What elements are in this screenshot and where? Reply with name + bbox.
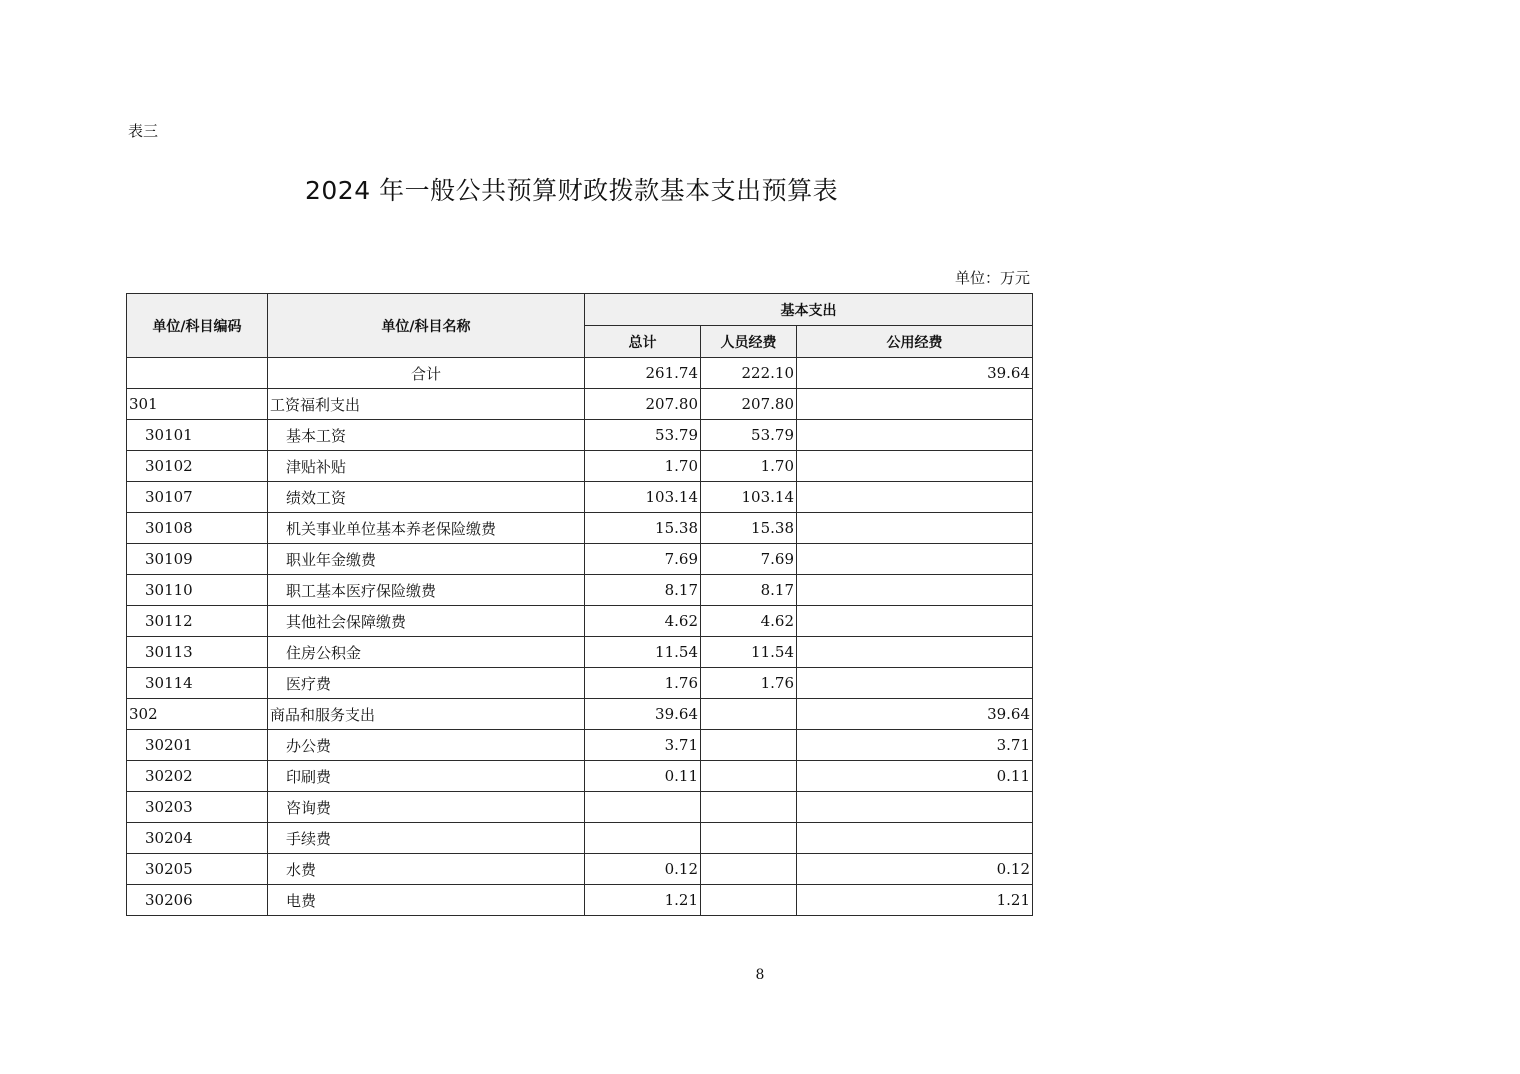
cell-personnel: 207.80 bbox=[701, 389, 797, 420]
cell-total: 0.12 bbox=[585, 854, 701, 885]
cell-name: 咨询费 bbox=[268, 792, 585, 823]
cell-personnel bbox=[701, 730, 797, 761]
cell-public bbox=[797, 637, 1033, 668]
cell-total bbox=[585, 823, 701, 854]
cell-public: 1.21 bbox=[797, 885, 1033, 916]
cell-personnel: 103.14 bbox=[701, 482, 797, 513]
cell-code: 30205 bbox=[127, 854, 268, 885]
cell-total: 7.69 bbox=[585, 544, 701, 575]
cell-name: 基本工资 bbox=[268, 420, 585, 451]
cell-name: 其他社会保障缴费 bbox=[268, 606, 585, 637]
cell-total: 11.54 bbox=[585, 637, 701, 668]
header-public: 公用经费 bbox=[797, 326, 1033, 358]
cell-personnel bbox=[701, 761, 797, 792]
cell-public bbox=[797, 606, 1033, 637]
cell-public: 39.64 bbox=[797, 358, 1033, 389]
table-row bbox=[127, 544, 1033, 575]
cell-code: 30109 bbox=[127, 544, 268, 575]
cell-public: 0.12 bbox=[797, 854, 1033, 885]
header-name: 单位/科目名称 bbox=[268, 294, 585, 358]
table-row bbox=[127, 482, 1033, 513]
cell-total: 3.71 bbox=[585, 730, 701, 761]
cell-name: 手续费 bbox=[268, 823, 585, 854]
table-row bbox=[127, 761, 1033, 792]
cell-name: 电费 bbox=[268, 885, 585, 916]
cell-personnel: 8.17 bbox=[701, 575, 797, 606]
cell-code: 30202 bbox=[127, 761, 268, 792]
cell-public bbox=[797, 792, 1033, 823]
cell-code: 30204 bbox=[127, 823, 268, 854]
cell-public bbox=[797, 668, 1033, 699]
cell-total: 53.79 bbox=[585, 420, 701, 451]
table-row bbox=[127, 420, 1033, 451]
cell-public bbox=[797, 544, 1033, 575]
cell-name: 职工基本医疗保险缴费 bbox=[268, 575, 585, 606]
cell-personnel bbox=[701, 885, 797, 916]
table-row bbox=[127, 823, 1033, 854]
cell-total bbox=[585, 792, 701, 823]
table-row bbox=[127, 730, 1033, 761]
table-row bbox=[127, 606, 1033, 637]
cell-personnel: 1.70 bbox=[701, 451, 797, 482]
table-row bbox=[127, 699, 1033, 730]
cell-code: 302 bbox=[127, 699, 268, 730]
table-row bbox=[127, 854, 1033, 885]
page-number: 8 bbox=[755, 967, 765, 983]
cell-public bbox=[797, 451, 1033, 482]
cell-personnel bbox=[701, 699, 797, 730]
cell-code: 30112 bbox=[127, 606, 268, 637]
cell-code bbox=[127, 358, 268, 389]
cell-personnel: 15.38 bbox=[701, 513, 797, 544]
cell-total: 1.76 bbox=[585, 668, 701, 699]
cell-public bbox=[797, 420, 1033, 451]
cell-total: 103.14 bbox=[585, 482, 701, 513]
table-body bbox=[127, 358, 1033, 916]
cell-personnel bbox=[701, 792, 797, 823]
cell-name: 合计 bbox=[268, 358, 585, 389]
cell-public bbox=[797, 575, 1033, 606]
table-label: 表三 bbox=[128, 122, 159, 140]
table-row bbox=[127, 389, 1033, 420]
cell-code: 30110 bbox=[127, 575, 268, 606]
cell-name: 津贴补贴 bbox=[268, 451, 585, 482]
cell-name: 水费 bbox=[268, 854, 585, 885]
cell-total: 0.11 bbox=[585, 761, 701, 792]
cell-code: 30108 bbox=[127, 513, 268, 544]
cell-total: 207.80 bbox=[585, 389, 701, 420]
cell-personnel bbox=[701, 823, 797, 854]
cell-total: 39.64 bbox=[585, 699, 701, 730]
cell-public bbox=[797, 389, 1033, 420]
cell-name: 职业年金缴费 bbox=[268, 544, 585, 575]
cell-code: 30114 bbox=[127, 668, 268, 699]
cell-personnel: 7.69 bbox=[701, 544, 797, 575]
cell-personnel: 4.62 bbox=[701, 606, 797, 637]
cell-code: 30203 bbox=[127, 792, 268, 823]
cell-name: 商品和服务支出 bbox=[268, 699, 585, 730]
header-code: 单位/科目编码 bbox=[127, 294, 268, 358]
table-row bbox=[127, 451, 1033, 482]
cell-public: 39.64 bbox=[797, 699, 1033, 730]
unit-note: 单位：万元 bbox=[954, 269, 1030, 287]
cell-code: 30206 bbox=[127, 885, 268, 916]
cell-name: 工资福利支出 bbox=[268, 389, 585, 420]
cell-code: 30102 bbox=[127, 451, 268, 482]
table-row bbox=[127, 513, 1033, 544]
cell-name: 机关事业单位基本养老保险缴费 bbox=[268, 513, 585, 544]
cell-total: 1.70 bbox=[585, 451, 701, 482]
cell-code: 30107 bbox=[127, 482, 268, 513]
table-row bbox=[127, 575, 1033, 606]
cell-personnel: 53.79 bbox=[701, 420, 797, 451]
cell-personnel: 1.76 bbox=[701, 668, 797, 699]
cell-total: 8.17 bbox=[585, 575, 701, 606]
cell-total: 4.62 bbox=[585, 606, 701, 637]
cell-code: 30101 bbox=[127, 420, 268, 451]
cell-personnel bbox=[701, 854, 797, 885]
table-row bbox=[127, 885, 1033, 916]
cell-public bbox=[797, 482, 1033, 513]
table-header bbox=[127, 294, 1033, 358]
cell-name: 办公费 bbox=[268, 730, 585, 761]
cell-name: 印刷费 bbox=[268, 761, 585, 792]
cell-name: 绩效工资 bbox=[268, 482, 585, 513]
cell-public bbox=[797, 823, 1033, 854]
table-row bbox=[127, 792, 1033, 823]
cell-code: 30113 bbox=[127, 637, 268, 668]
header-basic-expenditure: 基本支出 bbox=[585, 294, 1033, 326]
cell-name: 住房公积金 bbox=[268, 637, 585, 668]
cell-name: 医疗费 bbox=[268, 668, 585, 699]
table-row bbox=[127, 358, 1033, 389]
header-total: 总计 bbox=[585, 326, 701, 358]
cell-personnel: 11.54 bbox=[701, 637, 797, 668]
cell-total: 15.38 bbox=[585, 513, 701, 544]
cell-code: 30201 bbox=[127, 730, 268, 761]
table-row bbox=[127, 668, 1033, 699]
page-title: 2024 年一般公共预算财政拨款基本支出预算表 bbox=[305, 176, 839, 205]
cell-personnel: 222.10 bbox=[701, 358, 797, 389]
budget-table bbox=[126, 293, 1033, 916]
cell-total: 261.74 bbox=[585, 358, 701, 389]
cell-total: 1.21 bbox=[585, 885, 701, 916]
header-personnel: 人员经费 bbox=[701, 326, 797, 358]
cell-public: 0.11 bbox=[797, 761, 1033, 792]
cell-public bbox=[797, 513, 1033, 544]
table-row bbox=[127, 637, 1033, 668]
cell-code: 301 bbox=[127, 389, 268, 420]
cell-public: 3.71 bbox=[797, 730, 1033, 761]
